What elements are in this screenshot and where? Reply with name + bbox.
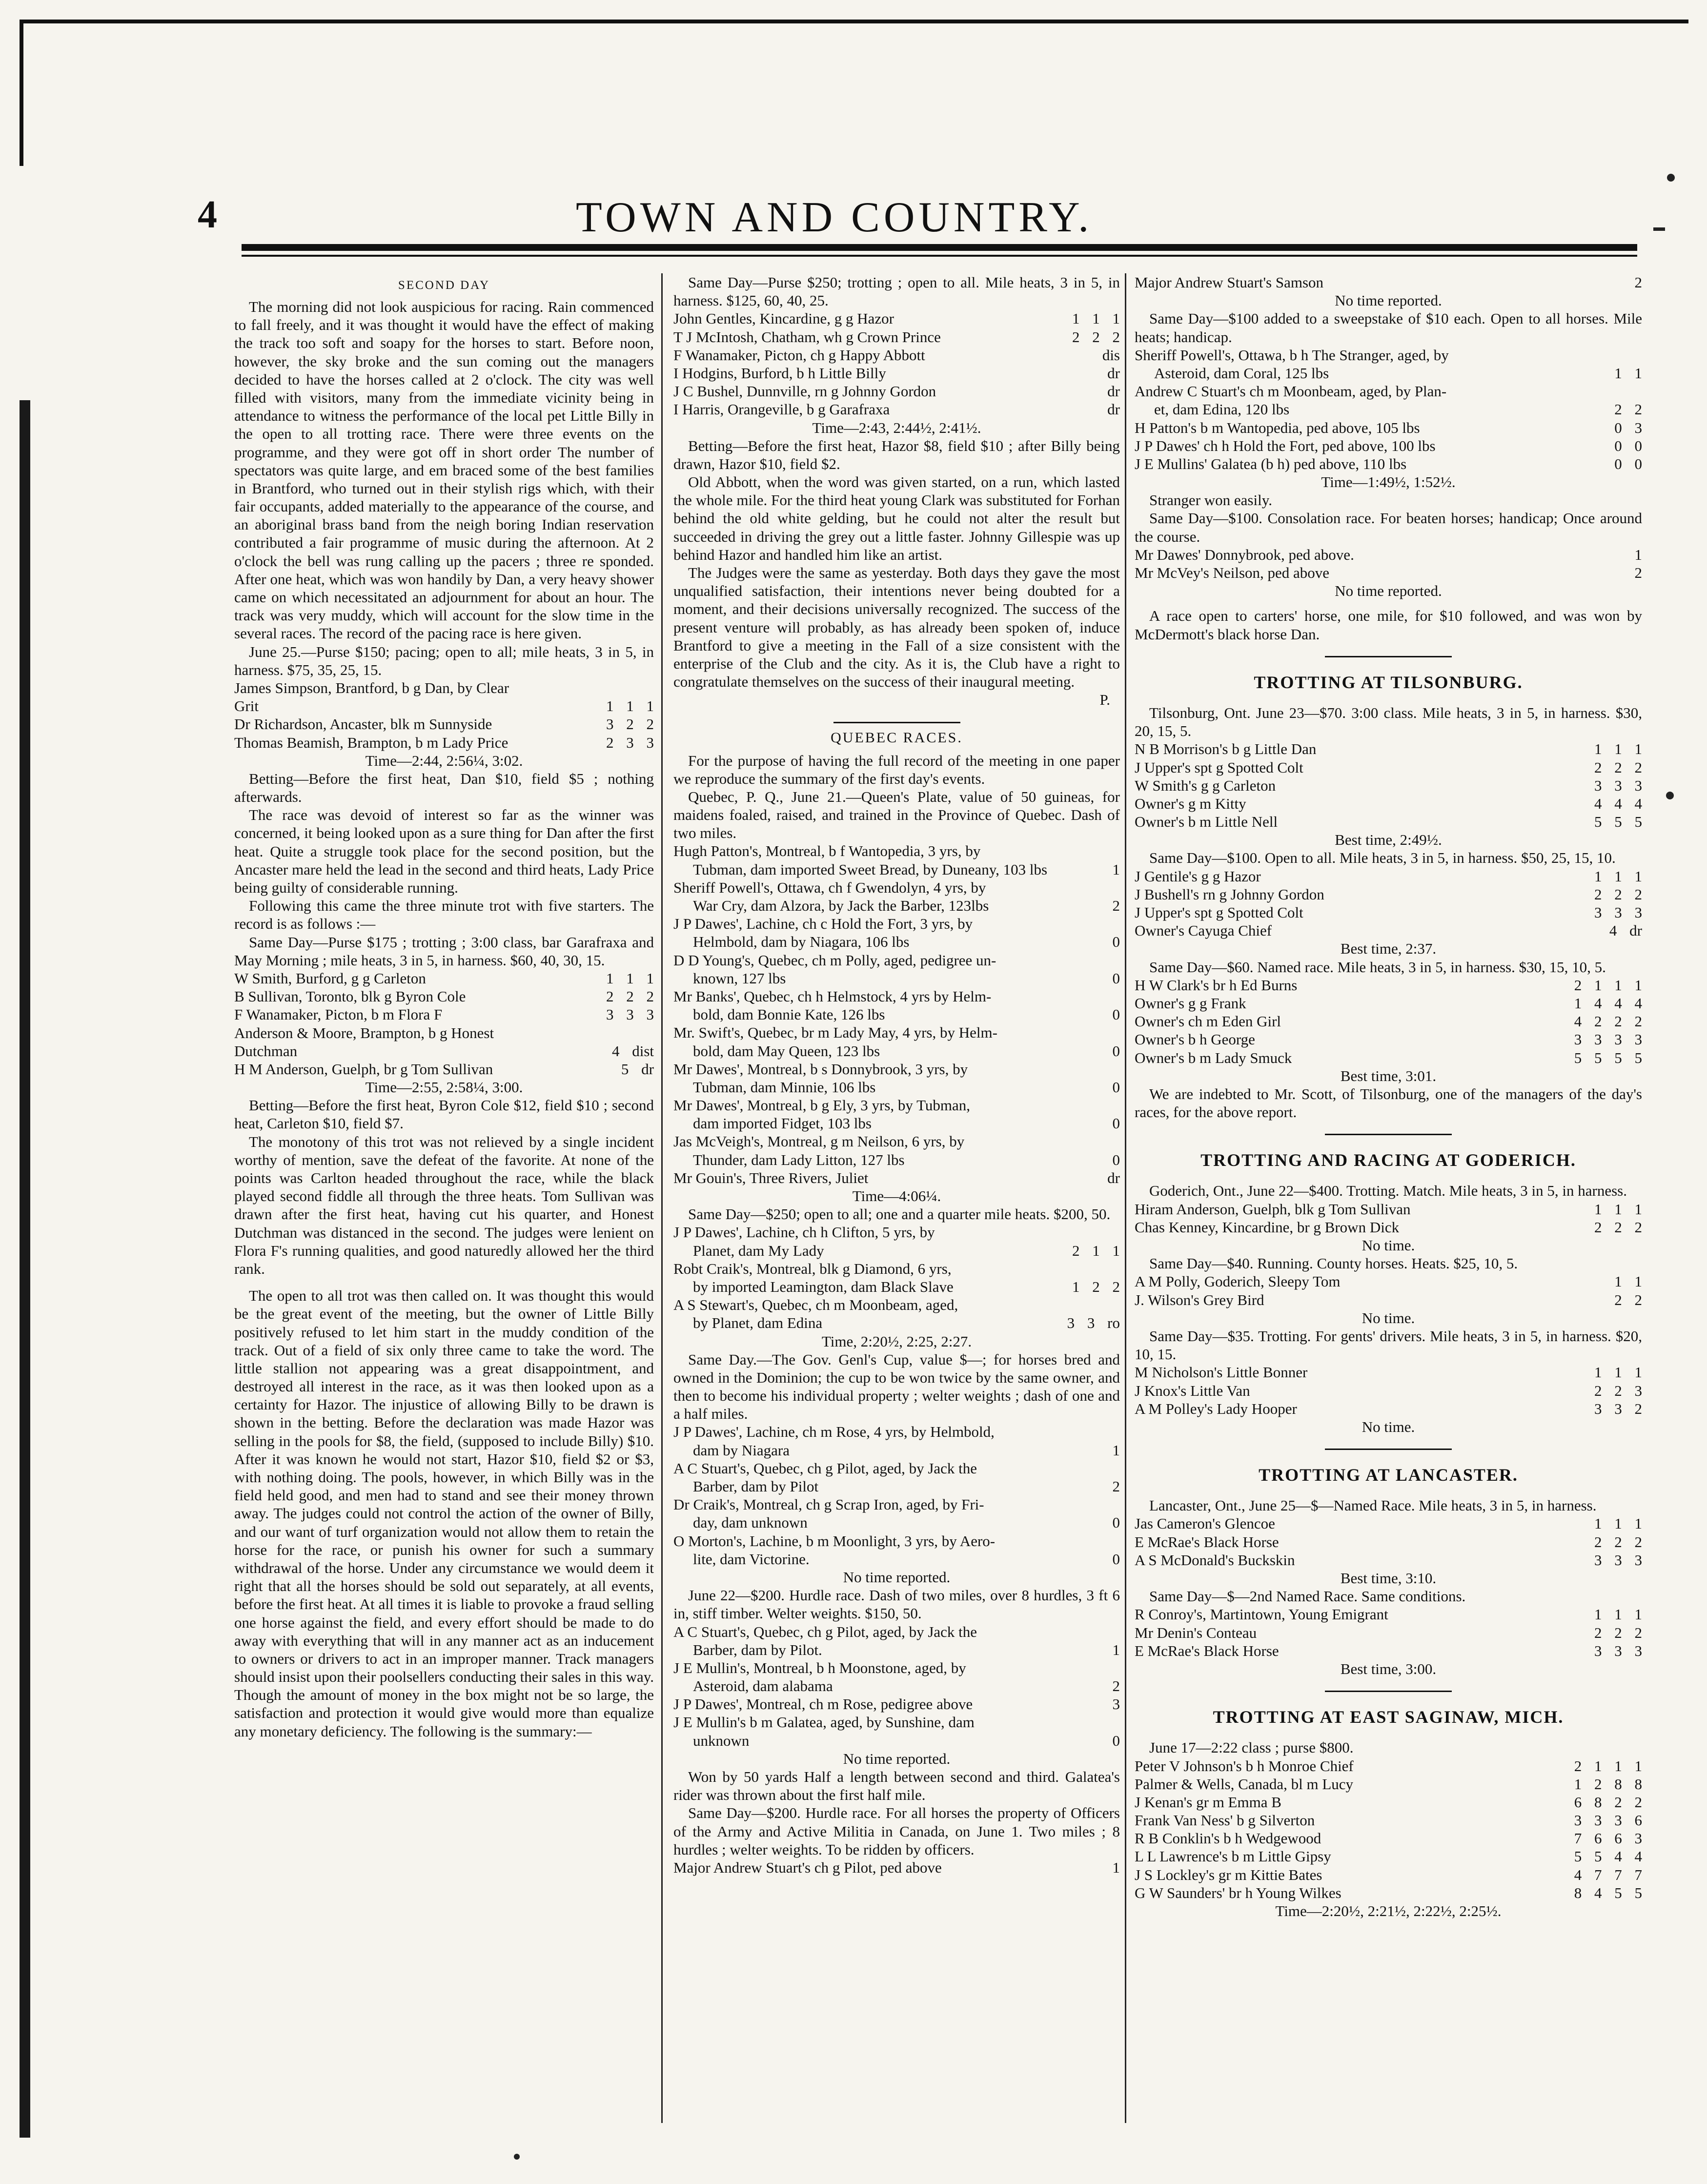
result-row: W Smith, Burford, g g Carleton 1 1 1 (234, 969, 654, 987)
race-time: Best time, 3:00. (1340, 1660, 1437, 1677)
result-row: Owner's b m Lady Smuck 5 5 5 5 (1135, 1049, 1642, 1066)
result-row: Robt Craik's, Montreal, blk g Diamond, 6 yrs, by imported Leamington, dam Black Slave 1 2 2 (673, 1260, 1120, 1295)
section-heading-lancaster: TROTTING AT LANCASTER. (1259, 1465, 1518, 1485)
race-results (1135, 740, 1642, 831)
result-row: W Smith's g g Carleton 3 3 3 (1135, 776, 1642, 794)
result-row: J P Dawes', Lachine, ch h Clifton, 5 yrs, by Planet, dam My Lady 2 1 1 (673, 1224, 1120, 1259)
result-row: J Bushell's rn g Johnny Gordon 2 2 2 (1135, 885, 1642, 903)
race-time: No time. (1362, 1237, 1415, 1254)
race-intro: Same Day—Purse $175 ; trotting ; 3:00 class, bar Garafraxa and May Morning ; mile heats, 3 in 5, in harness. $60, 40, 30, 15. (234, 933, 654, 969)
frame-top-rule (20, 20, 1688, 23)
scan-speck (1667, 174, 1675, 182)
section-heading-second-day: SECOND DAY (398, 279, 490, 292)
race-results (1135, 976, 1642, 1067)
result-row: Major Andrew Stuart's ch g Pilot, ped above 1 (673, 1858, 1120, 1876)
result-row: J Knox's Little Van 2 2 3 (1135, 1382, 1642, 1399)
race-time: No time reported. (843, 1568, 951, 1586)
result-row: A C Stuart's, Quebec, ch g Pilot, aged, by Jack the Barber, dam by Pilot 2 (673, 1459, 1120, 1495)
article-paragraph: Betting—Before the first heat, Byron Cole $12, field $10 ; second heat, Carleton $10, field $7. (234, 1097, 654, 1132)
article-paragraph: Following this came the three minute trot with five starters. The record is as follows :— (234, 897, 654, 933)
race-time: Time—1:49½, 1:52½. (1321, 473, 1456, 491)
result-row: H Patton's b m Wantopedia, ped above, 105 lbs 0 3 (1135, 419, 1642, 436)
result-row: A C Stuart's, Quebec, ch g Pilot, aged, by Jack the Barber, dam by Pilot. 1 (673, 1623, 1120, 1658)
result-row: Jas Cameron's Glencoe 1 1 1 (1135, 1515, 1642, 1532)
header-rule-thick (242, 244, 1637, 251)
article-paragraph: The morning did not look auspicious for racing. Rain commenced to fall freely, and it was thought it would have the effect of making the track too soft and soapy for the horses to start. Before noon, however, the sky broke and the sun coming out the managers decided to have the horses called at 2 o'clock. The city was well filled with visitors, many from the immediate vicinity being in attendance to witness the performance of the local pet Little Billy in the open to all trotting race. There were three events on the programme, and they were got off in short order The number of spectators was quite large, and em braced some of the best families in Brantford, who turned out in their stylish rigs which, with their fair occupants, added materially to the appearance of the course, and an aboriginal brass band from the neigh boring Indian reservation contributed a fair programme of music during the afternoon. At 2 o'clock the bell was rung calling up the pacers ; three re sponded. After one heat, which was won handily by Dan, a very heavy shower came on which necessitated an adjournment for about an hour. The track was very muddy, which will account for the slow time in the several races. The record of the pacing race is here given. (234, 298, 654, 642)
result-row: Hiram Anderson, Guelph, blk g Tom Sullivan 1 1 1 (1135, 1200, 1642, 1218)
race-intro: Same Day—$100. Open to all. Mile heats, 3 in 5, in harness. $50, 25, 15, 10. (1149, 849, 1616, 867)
race-results (234, 679, 654, 752)
race-results (673, 1223, 1120, 1332)
result-row: Peter V Johnson's b h Monroe Chief 2 1 1 1 (1135, 1757, 1642, 1775)
result-row: M Nicholson's Little Bonner 1 1 1 (1135, 1364, 1642, 1381)
result-row: J Upper's spt g Spotted Colt 3 3 3 (1135, 904, 1642, 921)
result-row: J E Mullin's b m Galatea, aged, by Sunshine, dam unknown 0 (673, 1714, 1120, 1749)
article-paragraph: The open to all trot was then called on. It was thought this would be the great event of the meeting, but the owner of Little Billy positively refused to let him start in the muddy condition of the track. Out of a field of six only three came to take the word. The little stallion not appearing was a great disappointment, and destroyed all interest in the race, as it was then looked upon as a certainty for Hazor. The injustice of allowing Billy to be drawn is shown in the betting. Before the declaration was made Hazor was selling in the pools for $8, the field, (supposed to include Billy) $10. After it was known he would not start, Hazor $10, field $2 or $3, with nothing doing. The pools, however, in which Billy was in the field held good, and men had to stand and see their money thrown away. The judges could not control the action of the owner of Billy, and our want of turf organization would not allow them to retain the horse for the race, or punish his owner for such a summary withdrawal of the horse. Under any circumstance we would deem it right that all the horses should be sold out separately, at all events, before the first heat. At all times it is liable to provoke a fraud selling one horse against the field, and every effort should be made to do away with everything that will in any manner act as an inducement to owners or drivers to act in an improper manner. Track managers should insist upon their poolsellers conducting their sales in this way. Though the amount of money in the box might not be so large, the satisfaction and protection it would give would more than equalize any monetary deficiency. The following is the summary:— (234, 1287, 654, 1740)
race-intro: Tilsonburg, Ont. June 23—$70. 3:00 class. Mile heats, 3 in 5, in harness. $30, 20, 15, 5. (1135, 704, 1642, 740)
column-middle (673, 273, 1120, 2123)
header-rule-thin (242, 255, 1637, 257)
result-row: G W Saunders' br h Young Wilkes 8 4 5 5 (1135, 1884, 1642, 1901)
result-row: J E Mullin's, Montreal, b h Moonstone, aged, by Asteroid, dam alabama 2 (673, 1659, 1120, 1695)
article-paragraph: The race was devoid of interest so far as the winner was concerned, it being looked upon as a sure thing for Dan after the first heat. Quite a struggle took place for the second position, but the Ancaster mare held the lead in the second and third heats, Lady Price being guilty of considerable running. (234, 806, 654, 896)
race-time: Time—2:55, 2:58¼, 3:00. (365, 1079, 523, 1096)
race-intro: June 17—2:22 class ; purse $800. (1149, 1739, 1354, 1756)
result-row: Anderson & Moore, Brampton, b g Honest (234, 1024, 494, 1041)
race-intro: June 22—$200. Hurdle race. Dash of two miles, over 8 hurdles, 3 ft 6 in, stiff timber. Welter weights. $150, 50. (673, 1587, 1120, 1622)
result-row: A S McDonald's Buckskin 3 3 3 (1135, 1551, 1642, 1569)
scan-speck (1666, 792, 1674, 799)
result-row: J C Bushel, Dunnville, rn g Johnny Gordon dr (673, 383, 1120, 400)
result-row: T J McIntosh, Chatham, wh g Crown Prince 2 2 2 (673, 328, 1120, 346)
race-time: No time reported. (843, 1750, 951, 1767)
race-results (673, 842, 1120, 1187)
race-time: Best time, 2:49½. (1335, 831, 1442, 849)
article-paragraph: Old Abbott, when the word was given started, on a run, which lasted the whole mile. For the third heat young Clark was substituted for Forhan behind the old white gelding, but he could not alter the result but succeeded in driving the grey out a little faster. Johnny Gillespie was up behind Hazor and handled him like an artist. (673, 473, 1120, 563)
result-row: J P Dawes', Lachine, ch m Rose, 4 yrs, by Helmbold, dam by Niagara 1 (673, 1423, 1120, 1459)
result-row: J P Dawes', Lachine, ch c Hold the Fort, 3 yrs, by Helmbold, dam by Niagara, 106 lbs 0 (673, 915, 1120, 951)
scan-speck (514, 2154, 520, 2160)
section-heading-tilsonburg: TROTTING AT TILSONBURG. (1254, 672, 1523, 692)
result-row: Owner's Cayuga Chief 4 dr (1135, 922, 1642, 939)
race-time: Time—2:20½, 2:21½, 2:22½, 2:25½. (1275, 1902, 1502, 1919)
result-row: Hugh Patton's, Montreal, b f Wantopedia, 3 yrs, by Tubman, dam imported Sweet Bread, by Duneany, 103 lbs 1 (673, 842, 1120, 878)
section-heading-goderich: TROTTING AND RACING AT GODERICH. (1200, 1150, 1576, 1170)
race-intro: Same Day—Purse $250; trotting ; open to all. Mile heats, 3 in 5, in harness. $125, 60, 40, 25. (673, 274, 1120, 309)
result-row: Grit 1 1 1 (234, 697, 654, 715)
result-row: Mr Dawes' Donnybrook, ped above. 1 (1135, 546, 1642, 563)
section-divider (833, 722, 960, 723)
race-intro: Lancaster, Ont., June 25—$—Named Race. Mile heats, 3 in 5, in harness. (1149, 1497, 1597, 1514)
race-intro: Quebec, P. Q., June 21.—Queen's Plate, value of 50 guineas, for maidens foaled, raised, and trained in the Province of Quebec. Dash of two miles. (673, 788, 1120, 842)
result-row: H M Anderson, Guelph, br g Tom Sullivan 5 dr (234, 1060, 654, 1078)
result-row: J Kenan's gr m Emma B 6 8 2 2 (1135, 1793, 1642, 1811)
result-row: A M Polley's Lady Hooper 3 3 2 (1135, 1400, 1642, 1417)
result-row: O Morton's, Lachine, b m Moonlight, 3 yrs, by Aero- lite, dam Victorine. 0 (673, 1532, 1120, 1568)
result-row: R Conroy's, Martintown, Young Emigrant 1 1 1 (1135, 1606, 1642, 1623)
result-row: Sheriff Powell's, Ottawa, ch f Gwendolyn, 4 yrs, by War Cry, dam Alzora, by Jack the Barber, 123lbs 2 (673, 878, 1120, 914)
section-heading-east-saginaw: TROTTING AT EAST SAGINAW, MICH. (1213, 1707, 1564, 1727)
result-row: A M Polly, Goderich, Sleepy Tom 1 1 (1135, 1273, 1642, 1290)
race-time: No time reported. (1335, 292, 1442, 309)
result-row: Thomas Beamish, Brampton, b m Lady Price 2 3 3 (234, 734, 654, 751)
result-row: Major Andrew Stuart's Samson 2 (1135, 274, 1642, 291)
section-divider (1325, 1134, 1452, 1135)
result-row: J P Dawes' ch h Hold the Fort, ped above, 100 lbs 0 0 (1135, 437, 1642, 454)
article-paragraph: Stranger won easily. (1149, 491, 1272, 509)
result-row: Jas McVeigh's, Montreal, g m Neilson, 6 yrs, by Thunder, dam Lady Litton, 127 lbs 0 (673, 1133, 1120, 1168)
result-row: John Gentles, Kincardine, g g Hazor 1 1 1 (673, 310, 1120, 327)
section-divider (1325, 1691, 1452, 1692)
race-results (1135, 867, 1642, 940)
scan-edge-bar (20, 400, 30, 2138)
result-row: Mr. Swift's, Quebec, br m Lady May, 4 yrs, by Helm- bold, dam May Queen, 123 lbs 0 (673, 1024, 1120, 1060)
article-paragraph: Betting—Before the first heat, Hazor $8, field $10 ; after Billy being drawn, Hazor $10, field $2. (673, 437, 1120, 472)
article-paragraph: A race open to carters' horse, one mile, for $10 followed, and was won by McDermott's black horse Dan. (1135, 607, 1642, 643)
race-results (234, 969, 654, 1078)
race-intro: Same Day—$200. Hurdle race. For all horses the property of Officers of the Army and Active Militia in Canada, on June 1. Two miles ; 8 hurdles ; welter weights. To be ridden by officers. (673, 1804, 1120, 1858)
result-row: Owner's ch m Eden Girl 4 2 2 2 (1135, 1013, 1642, 1030)
result-row: Chas Kenney, Kincardine, br g Brown Dick 2 2 2 (1135, 1218, 1642, 1236)
result-row: Dutchman 4 dist (234, 1042, 654, 1060)
article-paragraph: Won by 50 yards Half a length between second and third. Galatea's rider was thrown about the first half mile. (673, 1768, 1120, 1804)
result-row: Owner's b m Little Nell 5 5 5 (1135, 813, 1642, 831)
result-row: J E Mullins' Galatea (b h) ped above, 110 lbs 0 0 (1135, 455, 1642, 472)
article-paragraph: Betting—Before the first heat, Dan $10, field $5 ; nothing afterwards. (234, 770, 654, 806)
page-number: 4 (198, 193, 217, 236)
race-results (1135, 346, 1642, 473)
result-row: R B Conklin's b h Wedgewood 7 6 6 3 (1135, 1830, 1642, 1847)
race-results (673, 309, 1120, 418)
result-row: N B Morrison's b g Little Dan 1 1 1 (1135, 740, 1642, 758)
result-row: Andrew C Stuart's ch m Moonbeam, aged, by Plan- et, dam Edina, 120 lbs 2 2 (1135, 383, 1642, 418)
column-right (1135, 273, 1642, 2123)
race-time: Time—2:44, 2:56¼, 3:02. (365, 752, 523, 769)
column-separator-1 (661, 273, 663, 2123)
result-row: J P Dawes', Montreal, ch m Rose, pedigree above 3 (673, 1695, 1120, 1713)
result-row: F Wanamaker, Picton, ch g Happy Abbott dis (673, 346, 1120, 364)
race-time: Time—4:06¼. (852, 1187, 941, 1204)
section-divider (1325, 656, 1452, 657)
result-row: Mr Denin's Conteau 2 2 2 (1135, 1624, 1642, 1641)
masthead-title: TOWN AND COUNTRY. (576, 194, 1093, 241)
result-row: I Hodgins, Burford, b h Little Billy dr (673, 364, 1120, 382)
column-separator-2 (1125, 273, 1126, 2123)
race-intro: Same Day—$—2nd Named Race. Same conditions. (1149, 1588, 1466, 1605)
result-row: J S Lockley's gr m Kittie Bates 4 7 7 7 (1135, 1866, 1642, 1883)
race-intro: June 25.—Purse $150; pacing; open to all; mile heats, 3 in 5, in harness. $75, 35, 25, 15. (234, 643, 654, 678)
race-time: Best time, 3:01. (1340, 1067, 1437, 1084)
result-row: E McRae's Black Horse 3 3 3 (1135, 1642, 1642, 1659)
section-divider (1325, 1449, 1452, 1450)
result-row: Mr Dawes', Montreal, b g Ely, 3 yrs, by Tubman, dam imported Fidget, 103 lbs 0 (673, 1097, 1120, 1132)
result-row: James Simpson, Brantford, b g Dan, by Clear (234, 679, 509, 696)
race-time: Best time, 3:10. (1340, 1570, 1437, 1587)
race-intro: Same Day—$100 added to a sweepstake of $10 each. Open to all horses. Mile heats; handicap. (1135, 310, 1642, 346)
result-row: A S Stewart's, Quebec, ch m Moonbeam, aged, by Planet, dam Edina 3 3 ro (673, 1296, 1120, 1332)
race-intro: Same Day.—The Gov. Genl's Cup, value $—; for horses bred and owned in the Dominion; the cup to be won twice by the same owner, and then to become his individual property ; welter weights ; dash of one and a half miles. (673, 1350, 1120, 1423)
race-time: No time. (1362, 1309, 1415, 1327)
article-signature: P. (1099, 691, 1110, 709)
result-row: B Sullivan, Toronto, blk g Byron Cole 2 2 2 (234, 988, 654, 1005)
result-row: J Upper's spt g Spotted Colt 2 2 2 (1135, 758, 1642, 776)
column-left (234, 273, 654, 2123)
result-row: Owner's g m Kitty 4 4 4 (1135, 795, 1642, 812)
result-row: Palmer & Wells, Canada, bl m Lucy 1 2 8 8 (1135, 1775, 1642, 1793)
race-intro: Same Day—$250; open to all; one and a quarter mile heats. $200, 50. (688, 1205, 1111, 1223)
result-row: D D Young's, Quebec, ch m Polly, aged, pedigree un- known, 127 lbs 0 (673, 951, 1120, 987)
race-time: No time. (1362, 1418, 1415, 1435)
article-paragraph: For the purpose of having the full record of the meeting in one paper we reproduce the summary of the first day's events. (673, 752, 1120, 787)
result-row: H W Clark's br h Ed Burns 2 1 1 1 (1135, 976, 1642, 994)
section-heading-quebec: QUEBEC RACES. (831, 729, 963, 746)
race-intro: Same Day—$100. Consolation race. For beaten horses; handicap; Once around the course. (1135, 510, 1642, 545)
race-intro: Same Day—$35. Trotting. For gents' drivers. Mile heats, 3 in 5, in harness. $20, 10, 15. (1135, 1327, 1642, 1363)
result-row: Mr Banks', Quebec, ch h Helmstock, 4 yrs by Helm- bold, dam Bonnie Kate, 126 lbs 0 (673, 987, 1120, 1023)
result-row: F Wanamaker, Picton, b m Flora F 3 3 3 (234, 1006, 654, 1023)
race-time: Time, 2:20½, 2:25, 2:27. (821, 1332, 972, 1350)
race-intro: Goderich, Ont., June 22—$400. Trotting. Match. Mile heats, 3 in 5, in harness. (1149, 1182, 1627, 1200)
scan-speck (1653, 227, 1665, 231)
article-paragraph: We are indebted to Mr. Scott, of Tilsonburg, one of the managers of the day's races, for the above report. (1135, 1085, 1642, 1121)
race-results (673, 1623, 1120, 1750)
result-row: J. Wilson's Grey Bird 2 2 (1135, 1291, 1642, 1308)
race-time: Best time, 2:37. (1340, 940, 1437, 958)
race-time: Time—2:43, 2:44½, 2:41½. (812, 419, 981, 436)
result-row: Dr Richardson, Ancaster, blk m Sunnyside 3 2 2 (234, 715, 654, 733)
article-paragraph: The Judges were the same as yesterday. Both days they gave the most unqualified satisfaction, their intentions never being doubted for a moment, and their decisions universally recognized. The success of the present venture will probably, as has already been spoken of, induce Brantford to give a meeting in the Fall of a size consistent with the enterprise of the Club and the city. As it is, the Club have a right to congratulate themselves on the success of their inaugural meeting. (673, 564, 1120, 691)
result-row: Mr McVey's Neilson, ped above 2 (1135, 564, 1642, 581)
race-results (1135, 1757, 1642, 1902)
result-row: Mr Gouin's, Three Rivers, Juliet dr (673, 1169, 1120, 1186)
result-row: Mr Dawes', Montreal, b s Donnybrook, 3 yrs, by Tubman, dam Minnie, 106 lbs 0 (673, 1060, 1120, 1096)
race-time: No time reported. (1335, 582, 1442, 600)
article-paragraph: The monotony of this trot was not relieved by a single incident worthy of mention, save the defeat of the favorite. At none of the points was Carlton headed throughout the race, while the black played second fiddle all through the three heats. Tom Sullivan was drawn after the first heat, having cut his quarter, and Honest Dutchman was distanced in the second. The judges were lenient on Flora F's running qualities, and good naturedly allowed her the third rank. (234, 1133, 654, 1277)
result-row: Owner's g g Frank 1 4 4 4 (1135, 994, 1642, 1012)
result-row: Dr Craik's, Montreal, ch g Scrap Iron, aged, by Fri- day, dam unknown 0 (673, 1496, 1120, 1531)
result-row: E McRae's Black Horse 2 2 2 (1135, 1533, 1642, 1551)
result-row: Owner's b h George 3 3 3 3 (1135, 1031, 1642, 1048)
result-row: Frank Van Ness' b g Silverton 3 3 3 6 (1135, 1812, 1642, 1829)
race-intro: Same Day—$60. Named race. Mile heats, 3 in 5, in harness. $30, 15, 10, 5. (1149, 958, 1606, 976)
race-intro: Same Day—$40. Running. County horses. Heats. $25, 10, 5. (1149, 1255, 1518, 1272)
result-row: L L Lawrence's b m Little Gipsy 5 5 4 4 (1135, 1848, 1642, 1865)
race-results (673, 1423, 1120, 1568)
result-row: Sheriff Powell's, Ottawa, b h The Stranger, aged, by Asteroid, dam Coral, 125 lbs 1 1 (1135, 346, 1642, 382)
result-row: J Gentile's g g Hazor 1 1 1 (1135, 867, 1642, 885)
frame-left-rule (20, 20, 23, 166)
result-row: I Harris, Orangeville, b g Garafraxa dr (673, 401, 1120, 418)
